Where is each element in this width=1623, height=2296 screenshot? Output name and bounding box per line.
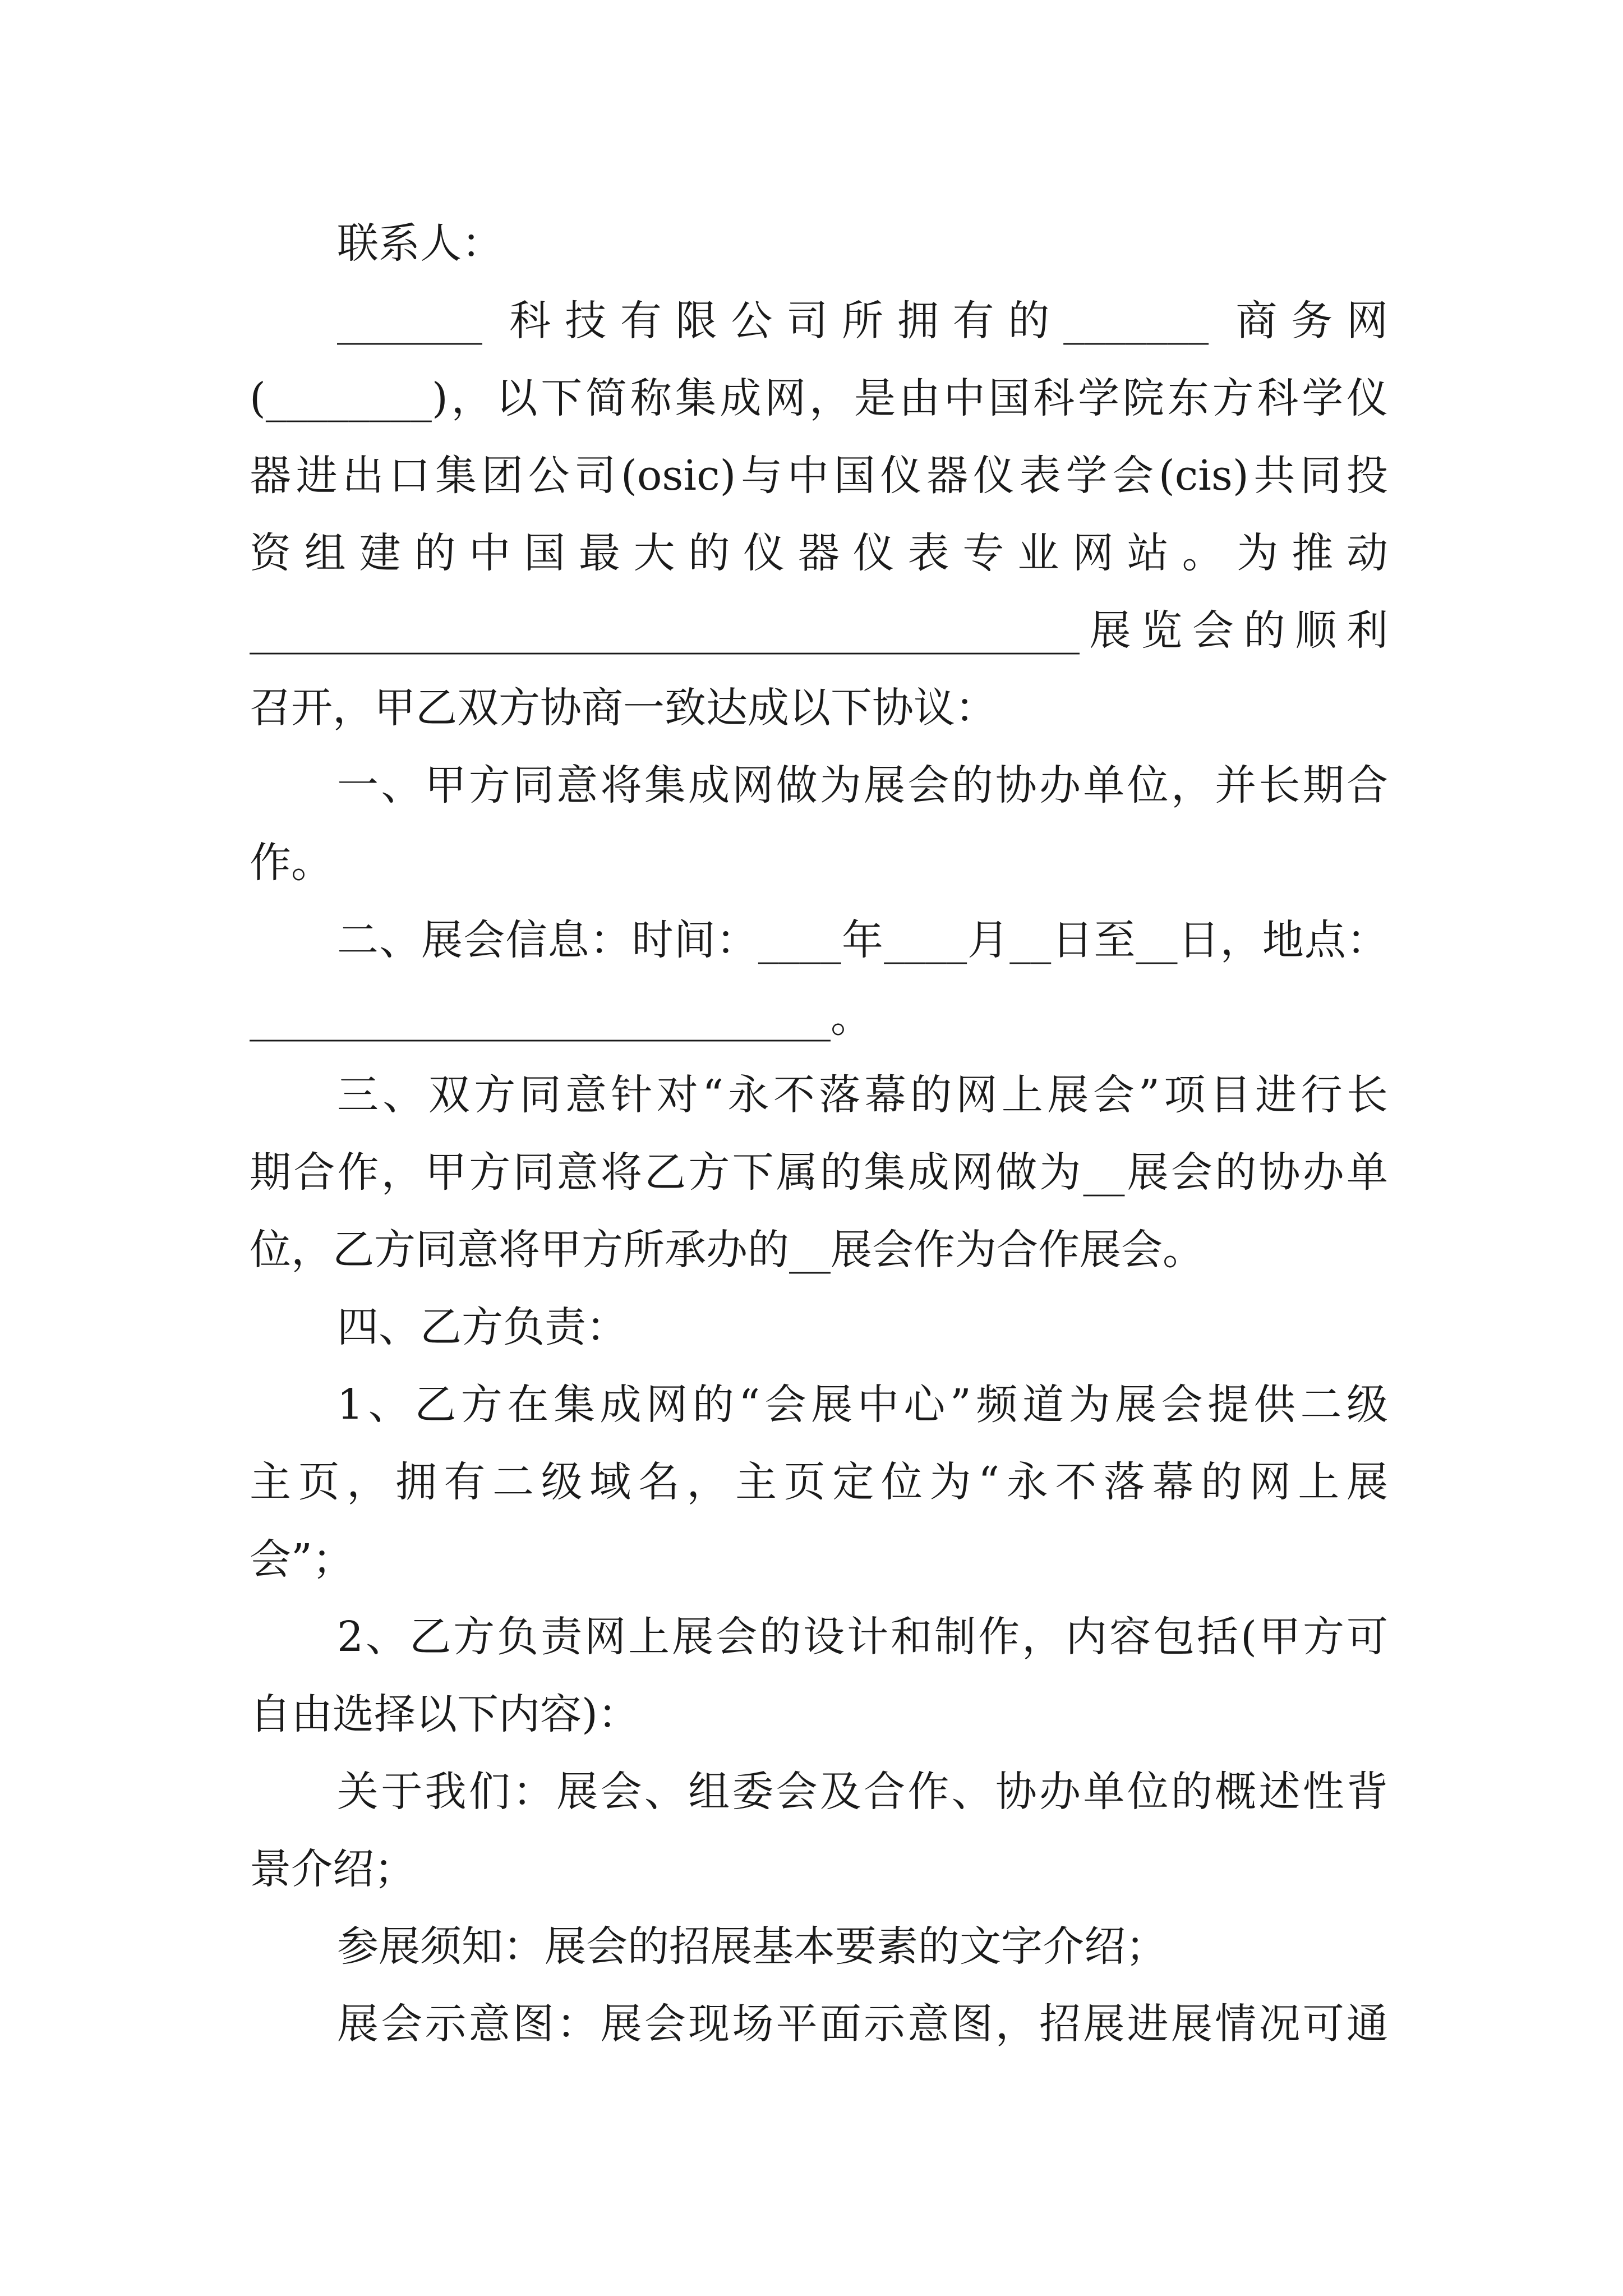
paragraph-line: (________)，以下简称集成网，是由中国科学院东方科学仪 xyxy=(250,374,1388,422)
paragraph-line: 召开，甲乙双方协商一致达成以下协议： xyxy=(250,684,997,732)
clause-3-line: 位，乙方同意将甲方所承办的__展会作为合作展会。 xyxy=(250,1226,1204,1274)
paragraph-line: 资组建的中国最大的仪器仪表专业网站。为推动 xyxy=(250,529,1388,577)
item-2-line: 自由选择以下内容)： xyxy=(250,1690,639,1738)
clause-3-line: 期合作，甲方同意将乙方下属的集成网做为__展会的协办单 xyxy=(250,1148,1388,1197)
item-1-line: 1、乙方在集成网的“会展中心”频道为展会提供二级 xyxy=(337,1381,1388,1429)
content-about-us-line: 关于我们：展会、组委会及合作、协办单位的概述性背 xyxy=(337,1768,1388,1816)
paragraph-line: 器进出口集团公司(osic)与中国仪器仪表学会(cis)共同投 xyxy=(250,452,1388,500)
clause-3-line: 三、双方同意针对“永不落幕的网上展会”项目进行长 xyxy=(337,1071,1388,1119)
content-about-us-line: 景介绍； xyxy=(250,1845,416,1893)
clause-1-line: 一、甲方同意将集成网做为展会的协办单位，并长期合 xyxy=(337,761,1388,809)
contact-label-line: 联系人： xyxy=(337,219,503,268)
item-1-line: 会”； xyxy=(250,1535,354,1584)
paragraph-line: _______ 科技有限公司所拥有的_______ 商务网 xyxy=(337,297,1388,345)
clause-2-line: 二、展会信息：时间：____年____月__日至__日，地点： xyxy=(337,916,1388,964)
clause-4-heading: 四、乙方负责： xyxy=(337,1303,628,1351)
paragraph-line: ________________________________________展览会的顺利 xyxy=(250,606,1388,655)
content-notice-line: 参展须知：展会的招展基本要素的文字介绍； xyxy=(337,1922,1167,1971)
clause-2-line: ____________________________。 xyxy=(250,993,872,1042)
content-floorplan-line: 展会示意图：展会现场平面示意图，招展进展情况可通 xyxy=(337,2000,1388,2048)
clause-1-line: 作。 xyxy=(250,839,333,887)
item-1-line: 主页，拥有二级域名，主页定位为“永不落幕的网上展 xyxy=(250,1458,1388,1506)
item-2-line: 2、乙方负责网上展会的设计和制作，内容包括(甲方可 xyxy=(337,1613,1388,1661)
